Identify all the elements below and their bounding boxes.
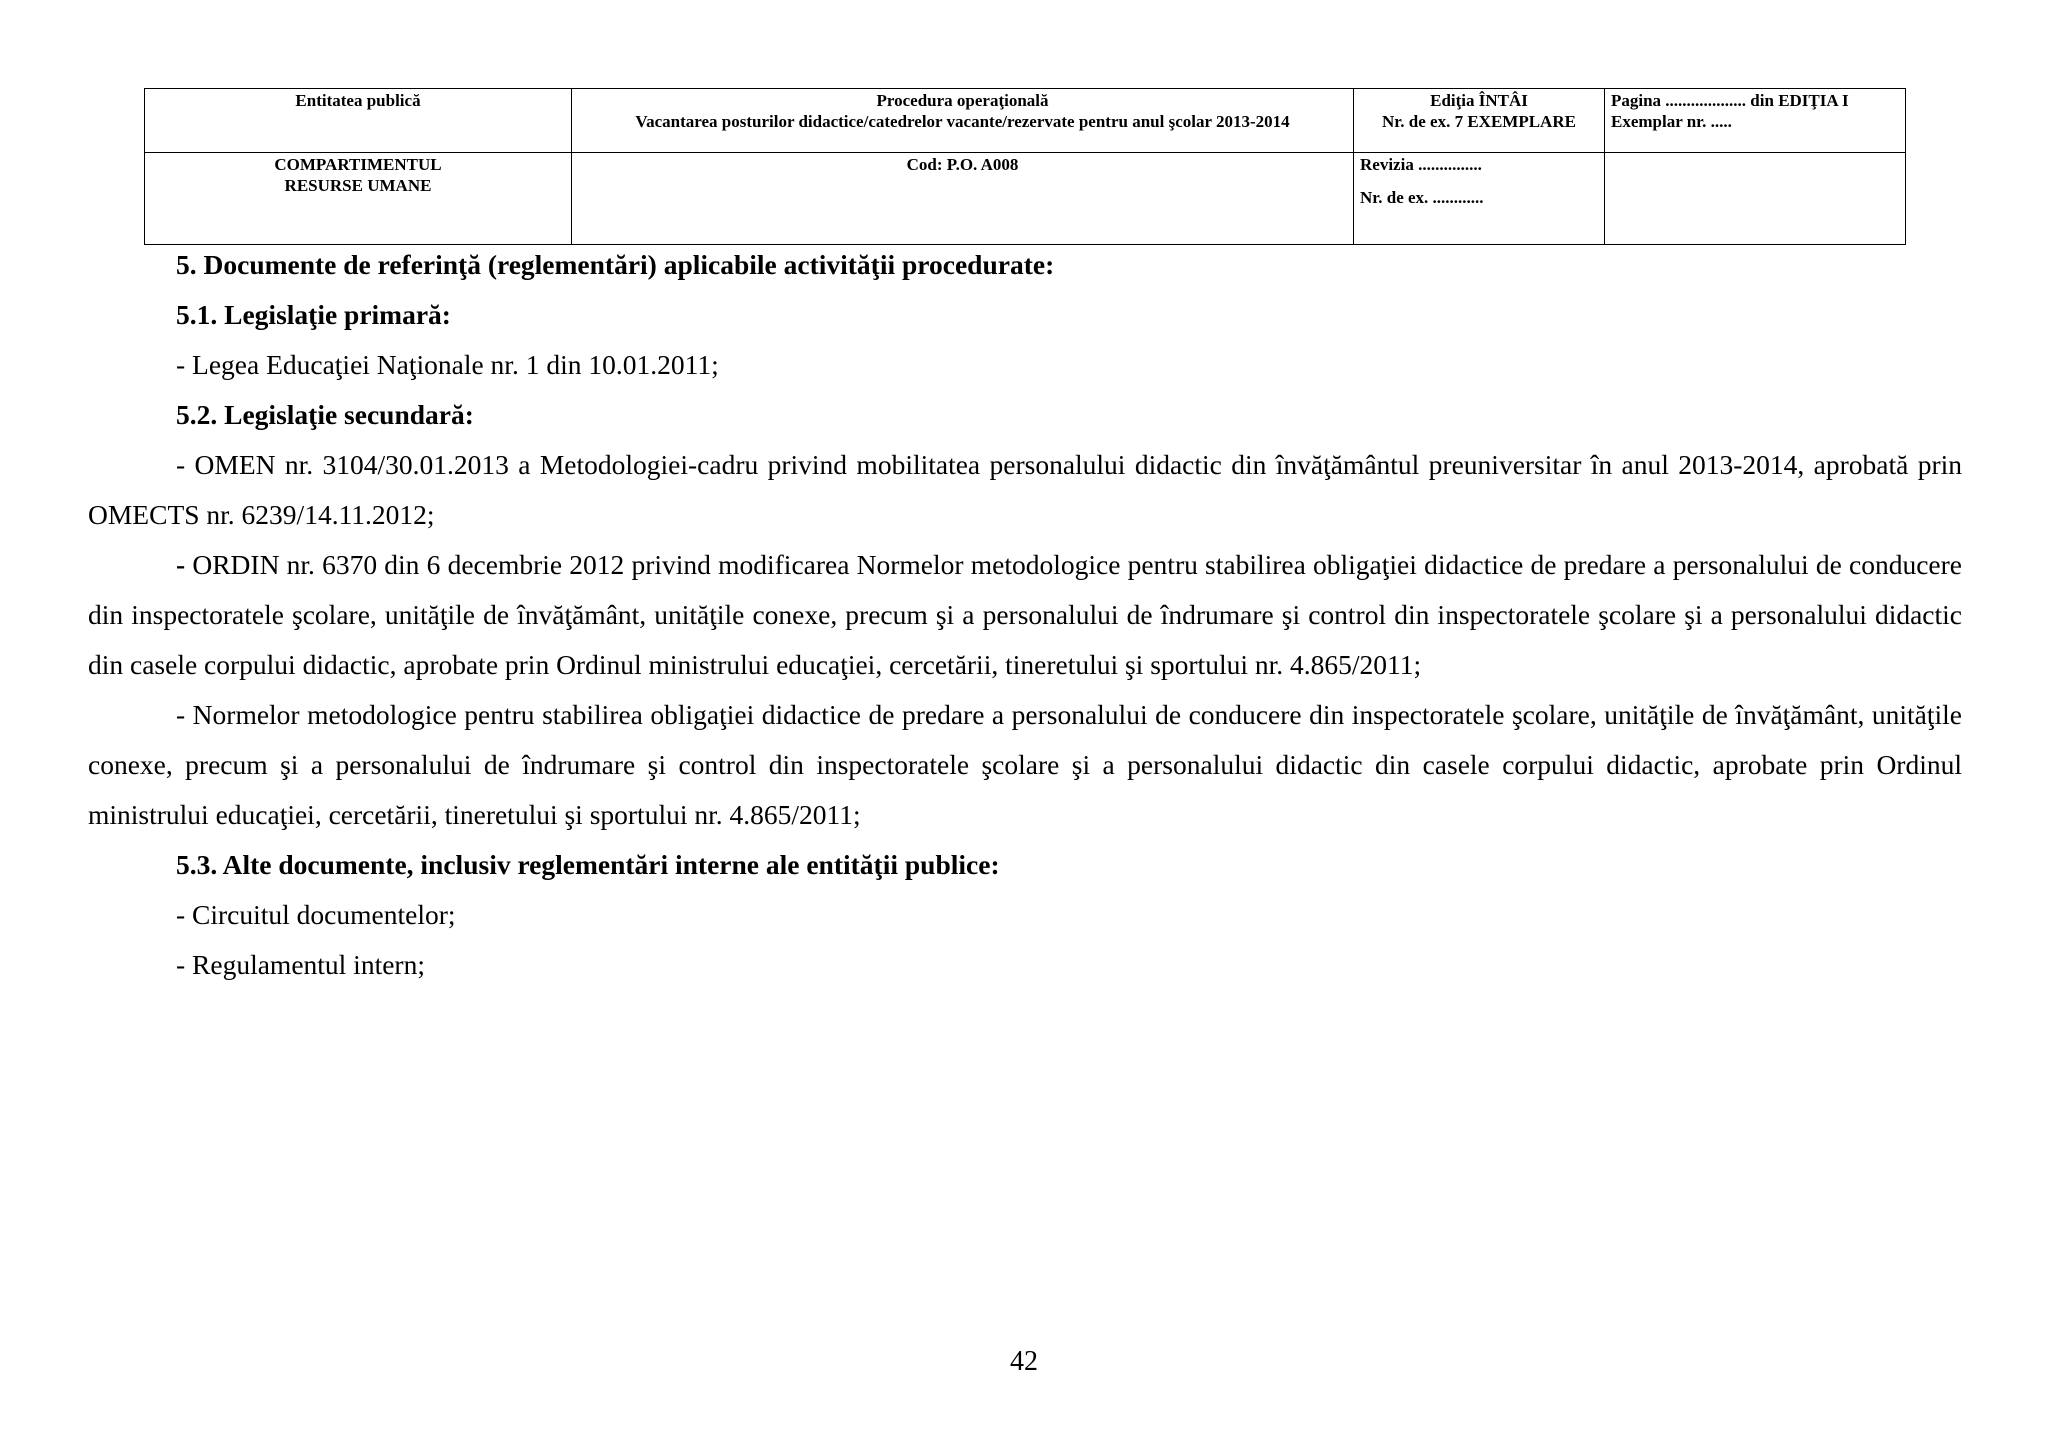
department-line-1: COMPARTIMENTUL	[274, 155, 442, 174]
ordin-text: ORDIN nr. 6370 din 6 decembrie 2012 privind modificarea Normelor metodologice pentru stabilirea obligaţiei didactice de predare a personalului de conducere din inspectoratele şcolare, unităţile de învăţământ, unităţile conexe, precum şi a personalului de îndrumare şi control din inspectoratele şcolare şi a personalului didactic din casele corpului didactic, aprobate prin Ordinul ministrului educaţiei, cercetării, tineretului şi sportului nr. 4.865/2011;	[88, 549, 1962, 680]
edition-label: Ediţia ÎNTÂI	[1430, 91, 1528, 110]
section-5-3-heading: 5.3. Alte documente, inclusiv reglementări interne ale entităţii publice:	[176, 849, 1000, 880]
revision-copies-label: Nr. de ex. ............	[1360, 188, 1484, 207]
procedure-subtitle: Vacantarea posturilor didactice/catedrelor vacante/rezervate pentru anul şcolar 2013-2014	[635, 112, 1290, 131]
document-header-table	[144, 88, 1906, 245]
omen-paragraph: - OMEN nr. 3104/30.01.2013 a Metodologiei-cadru privind mobilitatea personalului didactic din învăţământul preuniversitar în anul 2013-2014, aprobată prin OMECTS nr. 6239/14.11.2012;	[88, 449, 1962, 530]
ordin-paragraph	[88, 540, 1962, 690]
primary-law-item: - Legea Educaţiei Naţionale nr. 1 din 10.01.2011;	[176, 349, 719, 380]
empty-cell	[1605, 153, 1906, 245]
section-5-1-heading: 5.1. Legislaţie primară:	[176, 299, 451, 330]
internal-doc-item-2: - Regulamentul intern;	[176, 949, 425, 980]
internal-doc-item-1: - Circuitul documentelor;	[176, 899, 456, 930]
edition-cell	[1354, 89, 1605, 153]
entity-label: Entitatea publică	[295, 91, 421, 110]
ordin-dash: -	[176, 549, 193, 580]
procedure-code: Cod: P.O. A008	[906, 155, 1019, 174]
page-number: 42	[1010, 1346, 1038, 1377]
page-of-label: Pagina ................... din EDIŢIA I	[1611, 91, 1849, 110]
entity-cell	[145, 89, 572, 153]
department-cell	[145, 153, 572, 245]
copies-label: Nr. de ex. 7 EXEMPLARE	[1382, 112, 1576, 131]
code-cell	[572, 153, 1354, 245]
revision-cell	[1354, 153, 1605, 245]
page-cell	[1605, 89, 1906, 153]
section-5-heading: 5. Documente de referinţă (reglementări) aplicabile activităţii procedurate:	[176, 249, 1055, 280]
copy-number-label: Exemplar nr. .....	[1611, 112, 1732, 131]
department-line-2: RESURSE UMANE	[284, 176, 432, 195]
revision-label: Revizia ...............	[1360, 155, 1482, 174]
normelor-paragraph: - Normelor metodologice pentru stabilirea obligaţiei didactice de predare a personalului de conducere din inspectoratele şcolare, unităţile de învăţământ, unităţile conexe, precum şi a personalului de îndrumare şi control din inspectoratele şcolare şi a personalului didactic din casele corpului didactic, aprobate prin Ordinul ministrului educaţiei, cercetării, tineretului şi sportului nr. 4.865/2011;	[88, 699, 1962, 830]
section-5-2-heading: 5.2. Legislaţie secundară:	[176, 399, 474, 430]
procedure-title: Procedura operaţională	[876, 91, 1049, 110]
procedure-cell	[572, 89, 1354, 153]
document-body	[88, 240, 1962, 990]
